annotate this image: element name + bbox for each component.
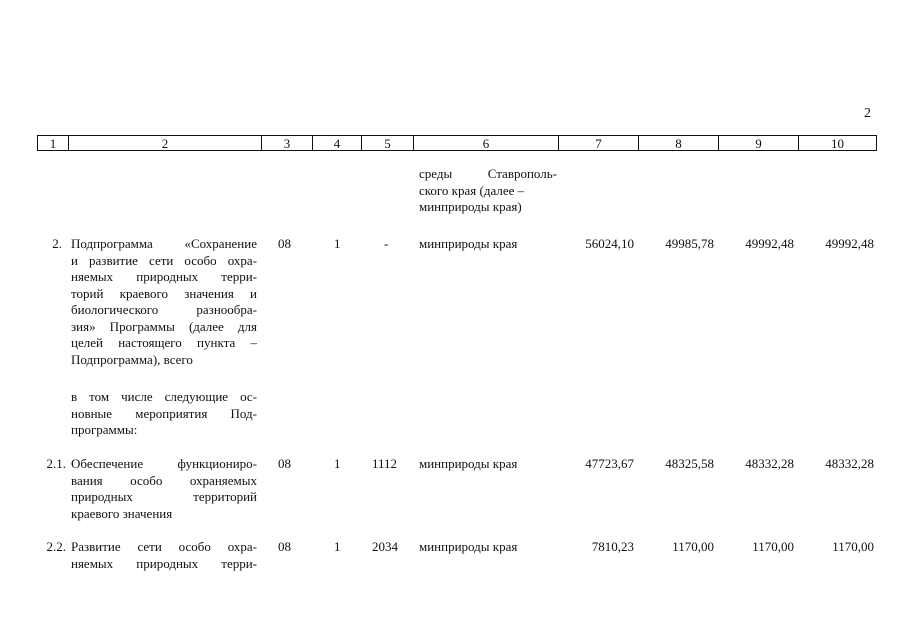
header-col-4: 4: [313, 136, 362, 150]
continuation-line: среды Ставрополь-: [419, 166, 557, 181]
row-name: [71, 539, 257, 572]
header-col-1: 1: [38, 136, 69, 150]
name-line: няемых природных терри-: [71, 555, 257, 571]
name-line: Развитие сети особо охра-: [71, 539, 257, 554]
value-col8: 48325,58: [665, 456, 714, 471]
header-col-7: 7: [559, 136, 639, 150]
code-section: 08: [278, 236, 291, 251]
row-name: [71, 456, 257, 522]
value-col7: 47723,67: [585, 456, 634, 471]
code-subsection: 1: [334, 236, 341, 251]
name-line: и развитие сети особо охра-: [71, 252, 257, 268]
name-line: торий краевого значения и: [71, 285, 257, 301]
row-number: 2.1.: [46, 456, 66, 471]
code-subsection: 1: [334, 456, 341, 471]
header-col-8: 8: [639, 136, 719, 150]
code-section: 08: [278, 539, 291, 554]
value-col10: 48332,28: [825, 456, 874, 471]
note-line: новные мероприятия Под-: [71, 405, 257, 421]
executor: минприроды края: [419, 539, 518, 554]
code-activity: -: [384, 236, 389, 251]
value-col8: 1170,00: [672, 539, 714, 554]
continuation-line: ского края (далее –: [419, 182, 525, 198]
executor: минприроды края: [419, 236, 518, 251]
value-col7: 7810,23: [591, 539, 634, 554]
value-col9: 49992,48: [745, 236, 794, 251]
value-col10: 1170,00: [832, 539, 874, 554]
executor: минприроды края: [419, 456, 518, 471]
header-col-2: 2: [69, 136, 262, 150]
continuation-col6: [419, 166, 557, 216]
header-col-3: 3: [262, 136, 313, 150]
header-col-6: 6: [414, 136, 559, 150]
header-col-5: 5: [362, 136, 414, 150]
continuation-line: минприроды края): [419, 199, 522, 214]
name-line: биологического разнообра-: [71, 302, 257, 317]
name-line: природных территорий: [71, 489, 257, 504]
value-col10: 49992,48: [825, 236, 874, 251]
name-line: зия» Программы (далее для: [71, 318, 257, 334]
code-section: 08: [278, 456, 291, 471]
value-col9: 1170,00: [752, 539, 794, 554]
header-col-10: 10: [831, 135, 844, 151]
row-name: [71, 236, 257, 368]
name-line: Подпрограмма), всего: [71, 351, 193, 367]
code-subsection: 1: [334, 539, 341, 554]
row-number: 2.2.: [46, 539, 66, 554]
value-col8: 49985,78: [665, 236, 714, 251]
name-line: Подпрограмма «Сохранение: [71, 236, 257, 251]
code-activity: 1112: [372, 456, 398, 471]
header-col-9: 9: [719, 136, 799, 150]
value-col7: 56024,10: [585, 236, 634, 251]
name-line: целей настоящего пункта –: [71, 335, 257, 350]
row-number: 2.: [52, 236, 62, 251]
value-col9: 48332,28: [745, 456, 794, 471]
name-line: няемых природных терри-: [71, 269, 257, 284]
subprogram-note: [71, 389, 257, 439]
name-line: краевого значения: [71, 505, 173, 521]
name-line: вания особо охраняемых: [71, 472, 257, 488]
name-line: Обеспечение функциониро-: [71, 456, 257, 471]
page-number: 2: [864, 106, 871, 121]
note-line: в том числе следующие ос-: [71, 389, 257, 404]
column-number-header: [37, 135, 877, 151]
code-activity: 2034: [372, 539, 398, 554]
note-line: программы:: [71, 422, 138, 437]
